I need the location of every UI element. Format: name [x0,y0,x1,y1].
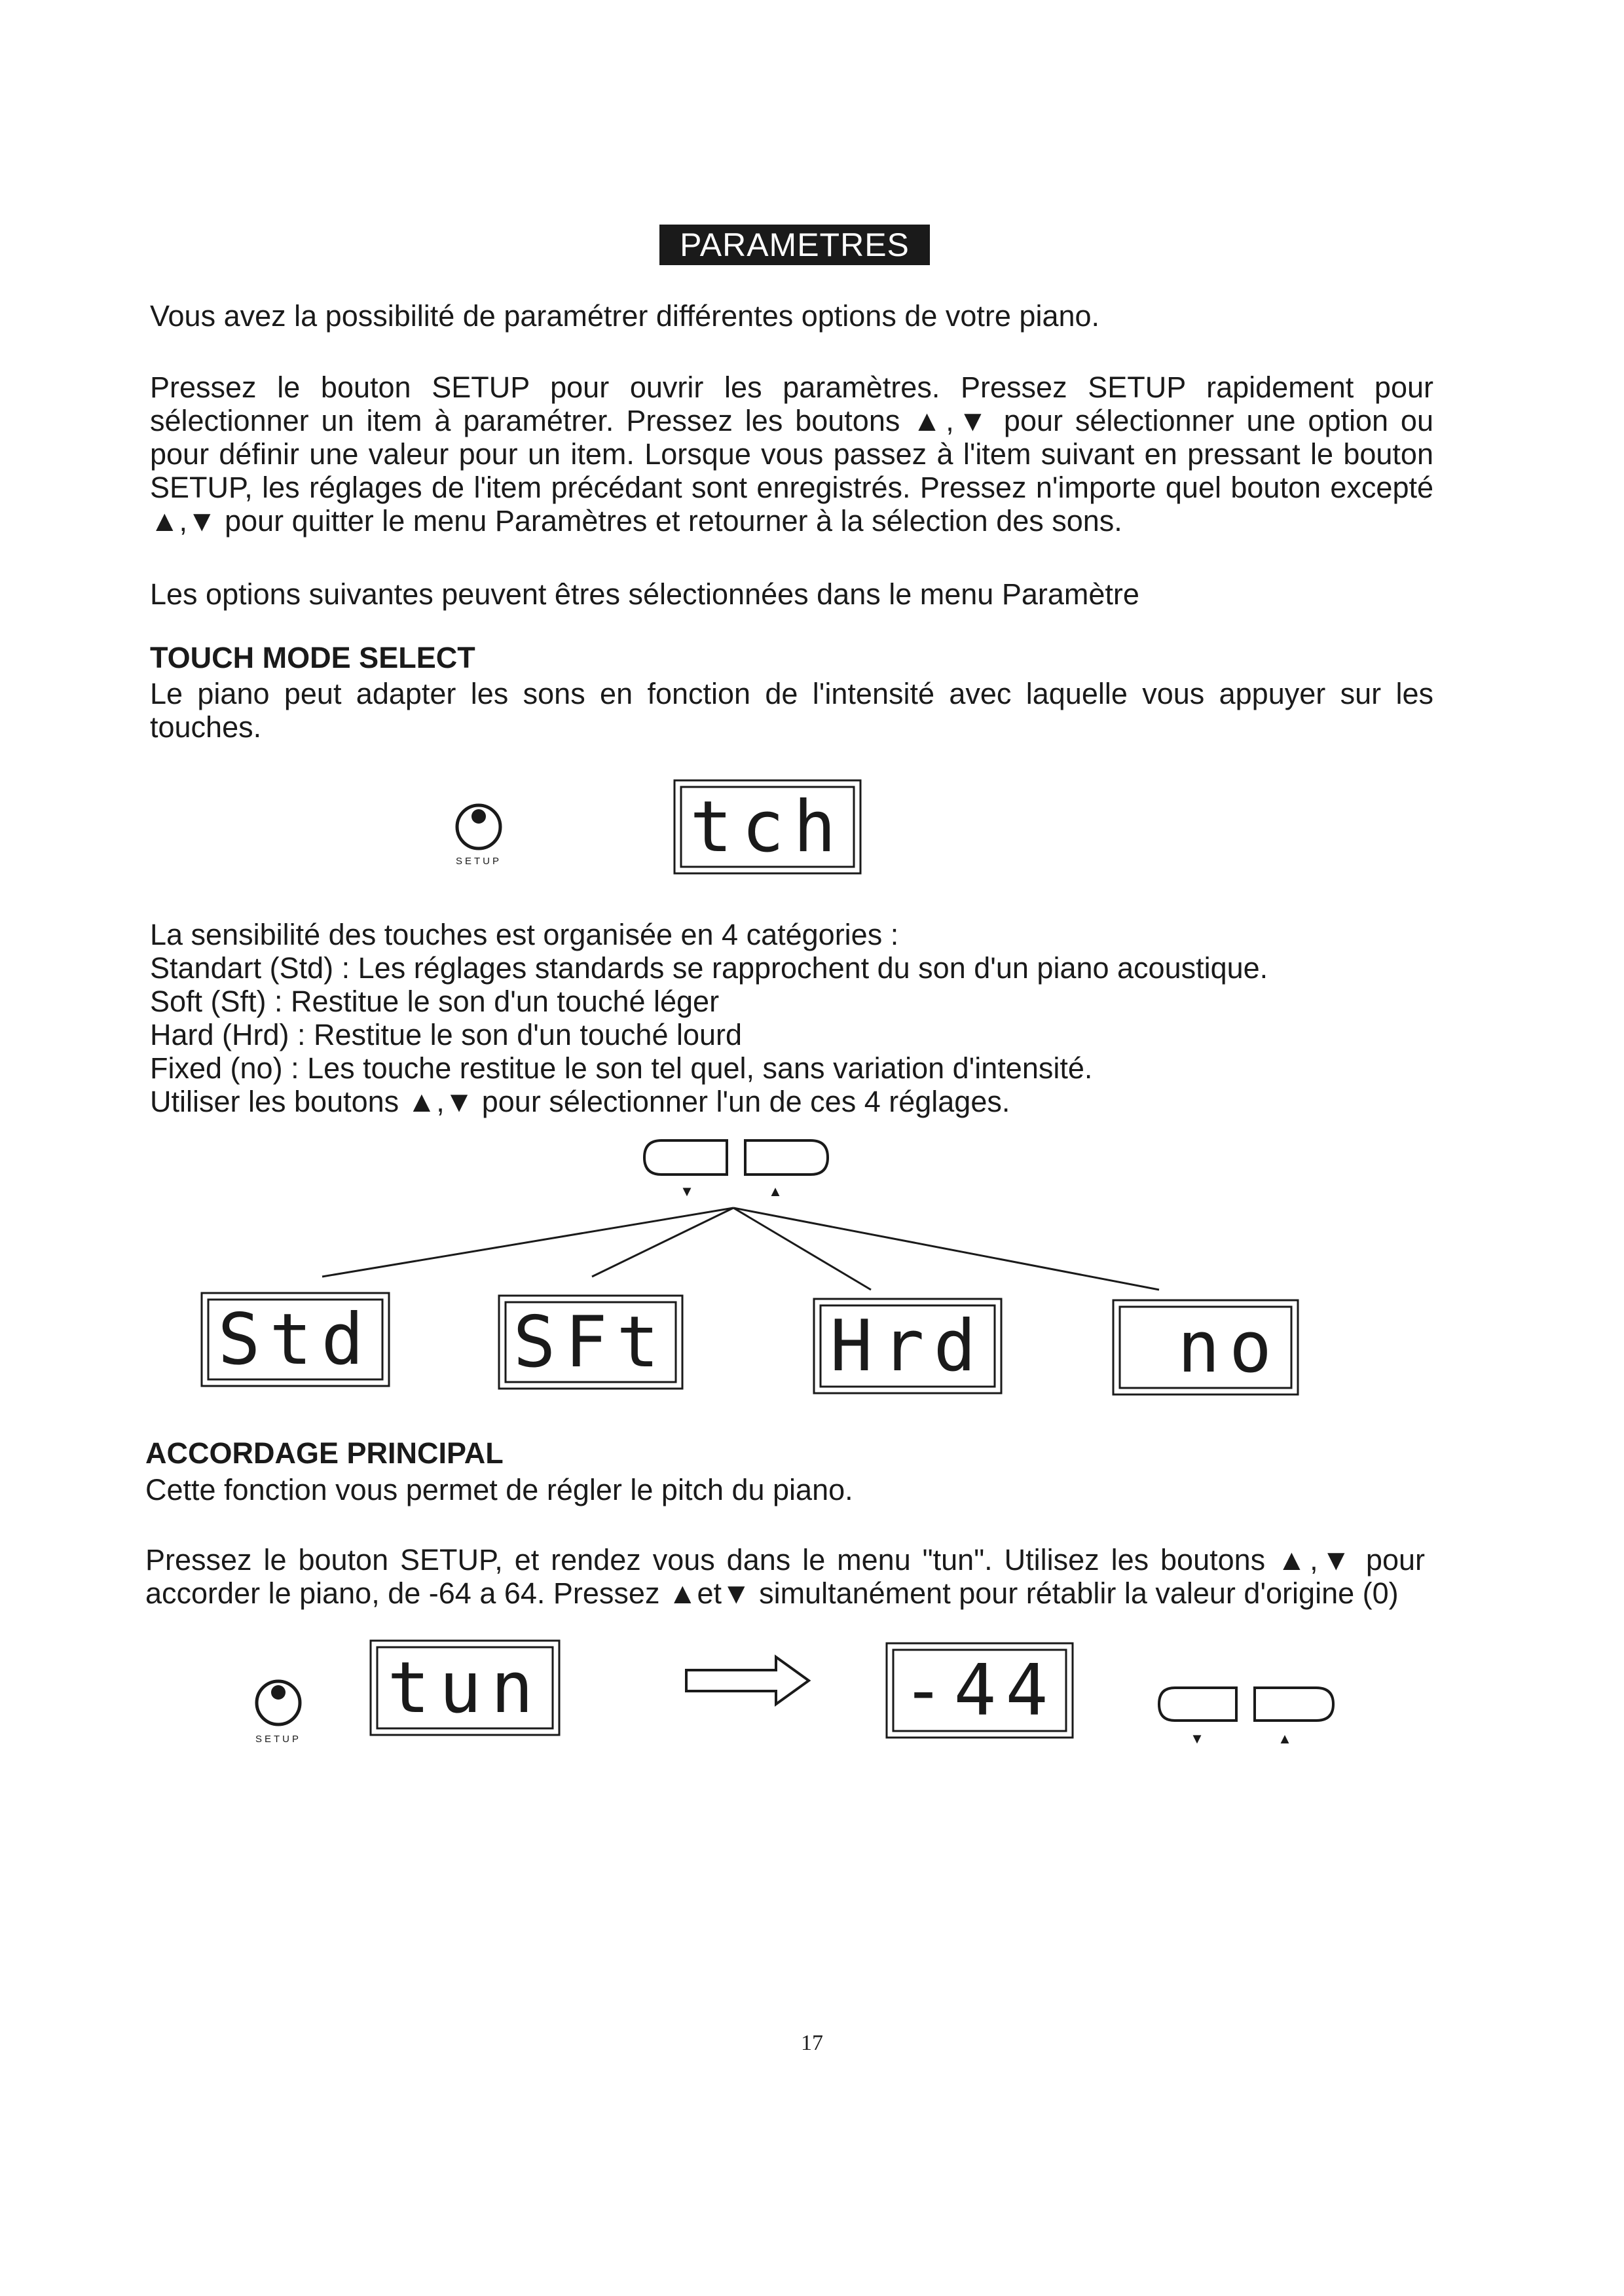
lcd-display-tun [369,1639,561,1736]
lcd-text: Hrd [830,1305,986,1387]
lcd-text: tun [387,1647,543,1729]
lcd-text: -44 [902,1649,1058,1732]
sensitivity-list [150,918,1460,1118]
setup-label: SETUP [455,856,502,867]
options-intro-paragraph: Les options suivantes peuvent êtres sélectionnées dans le menu Paramètre [150,577,1139,611]
sensitivity-line: Soft (Sft) : Restitue le son d'un touché léger [150,985,720,1018]
touch-mode-description: Le piano peut adapter les sons en fonction de l'intensité avec laquelle vous appuyer sur les touches. [150,677,1433,744]
lcd-text: tch [690,786,845,868]
lcd-display-tch [673,779,862,875]
down-up-buttons-icon[interactable] [642,1138,832,1177]
lcd-display-value [885,1642,1074,1739]
lcd-option-no [1112,1299,1299,1396]
down-arrow-icon: ▼ [680,1183,694,1199]
setup-button[interactable] [454,802,504,852]
lcd-text: SFt [513,1301,669,1383]
setup-knob-icon [253,1678,303,1728]
right-arrow-icon [684,1654,813,1707]
branch-lines [0,1205,1624,1296]
tuning-heading: ACCORDAGE PRINCIPAL [145,1436,504,1470]
tuning-instruction: Pressez le bouton SETUP, et rendez vous dans le menu "tun". Utilisez les boutons ▲,▼ pour accorder le piano, de -64 a 64. Pressez ▲et▼ simultanément pour rétablir la valeur d'origine (0) [145,1543,1425,1610]
sensitivity-line: Fixed (no) : Les touche restitue le son tel quel, sans variation d'intensité. [150,1051,1093,1085]
touch-mode-heading: TOUCH MODE SELECT [150,641,475,674]
setup-instructions-paragraph: Pressez le bouton SETUP pour ouvrir les paramètres. Pressez SETUP rapidement pour sélectionner un item à paramétrer. Pressez les boutons ▲,▼ pour sélectionner une option ou pour définir une valeur pour un item. Lorsque vous passez à l'item suivant en pressant le bouton SETUP, les réglages de l'item précédant sont enregistrés. Pressez n'importe quel bouton excepté ▲,▼ pour quitter le menu Paramètres et retourner à la sélection des sons. [150,371,1433,538]
sensitivity-line: Utiliser les boutons ▲,▼ pour sélectionner l'un de ces 4 réglages. [150,1085,1010,1118]
up-arrow-icon: ▲ [1278,1730,1292,1747]
down-arrow-icon: ▼ [1190,1730,1204,1747]
lcd-text: Std [217,1298,373,1381]
setup-label: SETUP [255,1734,301,1745]
lcd-option-sft [498,1294,684,1390]
page-number: 17 [801,2031,823,2055]
up-arrow-icon: ▲ [768,1183,783,1199]
tuning-description: Cette fonction vous permet de régler le pitch du piano. [145,1473,853,1506]
page-title: PARAMETRES [659,225,930,265]
sensitivity-line: Hard (Hrd) : Restitue le son d'un touché lourd [150,1018,743,1051]
down-up-buttons-icon[interactable] [1156,1685,1336,1723]
setup-knob-icon [454,802,504,852]
sensitivity-line: Standart (Std) : Les réglages standards se rapprochent du son d'un piano acoustique. [150,951,1268,985]
lcd-text: no [1177,1306,1281,1389]
lcd-option-hrd [813,1298,1003,1394]
sensitivity-line: La sensibilité des touches est organisée en 4 catégories : [150,918,899,951]
lcd-option-std [200,1292,390,1387]
setup-button[interactable] [253,1678,303,1728]
intro-paragraph: Vous avez la possibilité de paramétrer différentes options de votre piano. [150,299,1100,333]
